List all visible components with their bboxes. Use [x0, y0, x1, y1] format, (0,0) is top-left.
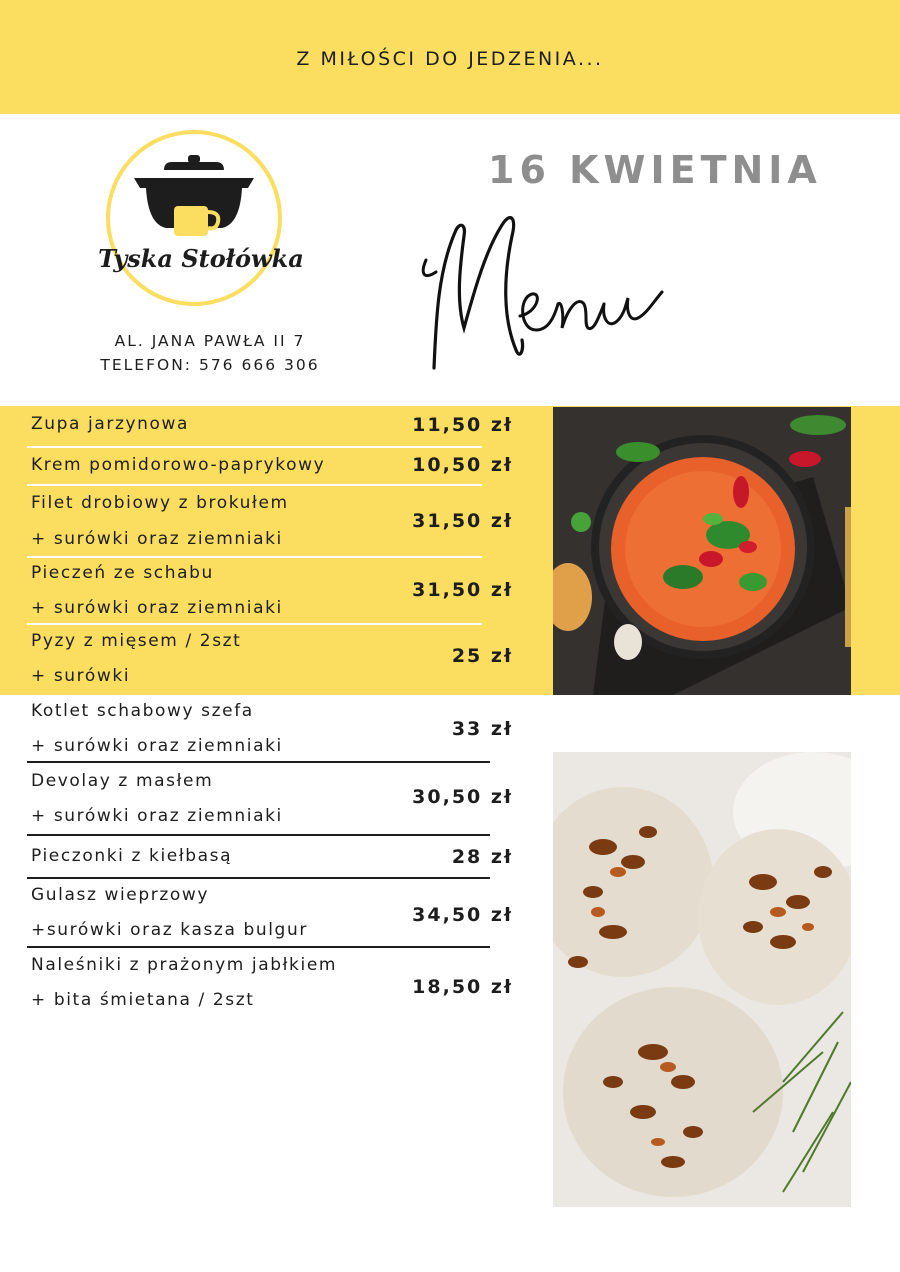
divider [27, 946, 490, 948]
divider [27, 484, 482, 486]
menu-item-price: 31,50 zł [412, 579, 513, 601]
menu-date: 16 KWIETNIA [488, 148, 822, 192]
soup-photo [553, 407, 851, 695]
menu-item-name: Naleśniki z prażonym jabłkiem [31, 955, 338, 975]
menu-item-name: Pyzy z mięsem / 2szt [31, 631, 242, 651]
menu-item-price: 28 zł [451, 846, 513, 868]
menu-item-price: 18,50 zł [412, 976, 513, 998]
menu-item [0, 842, 540, 872]
menu-item-name: Devolay z masłem [31, 771, 214, 791]
menu-item-sides: + surówki oraz ziemniaki [31, 598, 283, 618]
tagline: Z MIŁOŚCI DO JEDZENIA... [296, 48, 604, 70]
menu-item-sides: + bita śmietana / 2szt [31, 990, 255, 1010]
menu-item [0, 629, 540, 693]
menu-item-name: Pieczeń ze schabu [31, 563, 214, 583]
menu-item-name: Krem pomidorowo-paprykowy [31, 455, 326, 475]
cooking-pot-cup-icon [104, 128, 284, 308]
menu-item [0, 490, 540, 554]
menu-item-name: Filet drobiowy z brokułem [31, 493, 289, 513]
divider [27, 761, 490, 763]
menu-item-sides: + surówki oraz ziemniaki [31, 736, 283, 756]
menu-item [0, 452, 540, 482]
menu-item-name: Kotlet schabowy szefa [31, 701, 254, 721]
menu-item-sides: +surówki oraz kasza bulgur [31, 920, 308, 940]
menu-item-price: 33 zł [451, 718, 513, 740]
menu-item-price: 10,50 zł [412, 454, 513, 476]
menu-item [0, 770, 540, 834]
divider [27, 834, 490, 836]
restaurant-name: Tyska Stołówka [98, 244, 304, 273]
menu-item [0, 954, 540, 1018]
menu-item-price: 31,50 zł [412, 510, 513, 532]
menu-item-sides: + surówki oraz ziemniaki [31, 806, 283, 826]
restaurant-phone: TELEFON: 576 666 306 [100, 356, 320, 374]
menu-item-price: 34,50 zł [412, 904, 513, 926]
divider [27, 446, 482, 448]
menu-item-price: 11,50 zł [412, 414, 513, 436]
menu-item-name: Pieczonki z kiełbasą [31, 846, 233, 866]
restaurant-address: AL. JANA PAWŁA II 7 [114, 332, 306, 350]
divider [27, 877, 490, 879]
menu-item-price: 25 zł [451, 645, 513, 667]
menu-item [0, 700, 540, 764]
menu-script-title [412, 200, 682, 375]
menu-item-sides: + surówki [31, 666, 131, 686]
menu-item-name: Zupa jarzynowa [31, 414, 190, 434]
menu-item-sides: + surówki oraz ziemniaki [31, 529, 283, 549]
menu-item [0, 561, 540, 625]
menu-item-price: 30,50 zł [412, 786, 513, 808]
menu-item [0, 884, 540, 948]
menu-item-name: Gulasz wieprzowy [31, 885, 210, 905]
divider [27, 556, 482, 558]
divider [27, 623, 482, 625]
dumplings-photo [553, 752, 851, 1207]
menu-item [0, 412, 540, 442]
